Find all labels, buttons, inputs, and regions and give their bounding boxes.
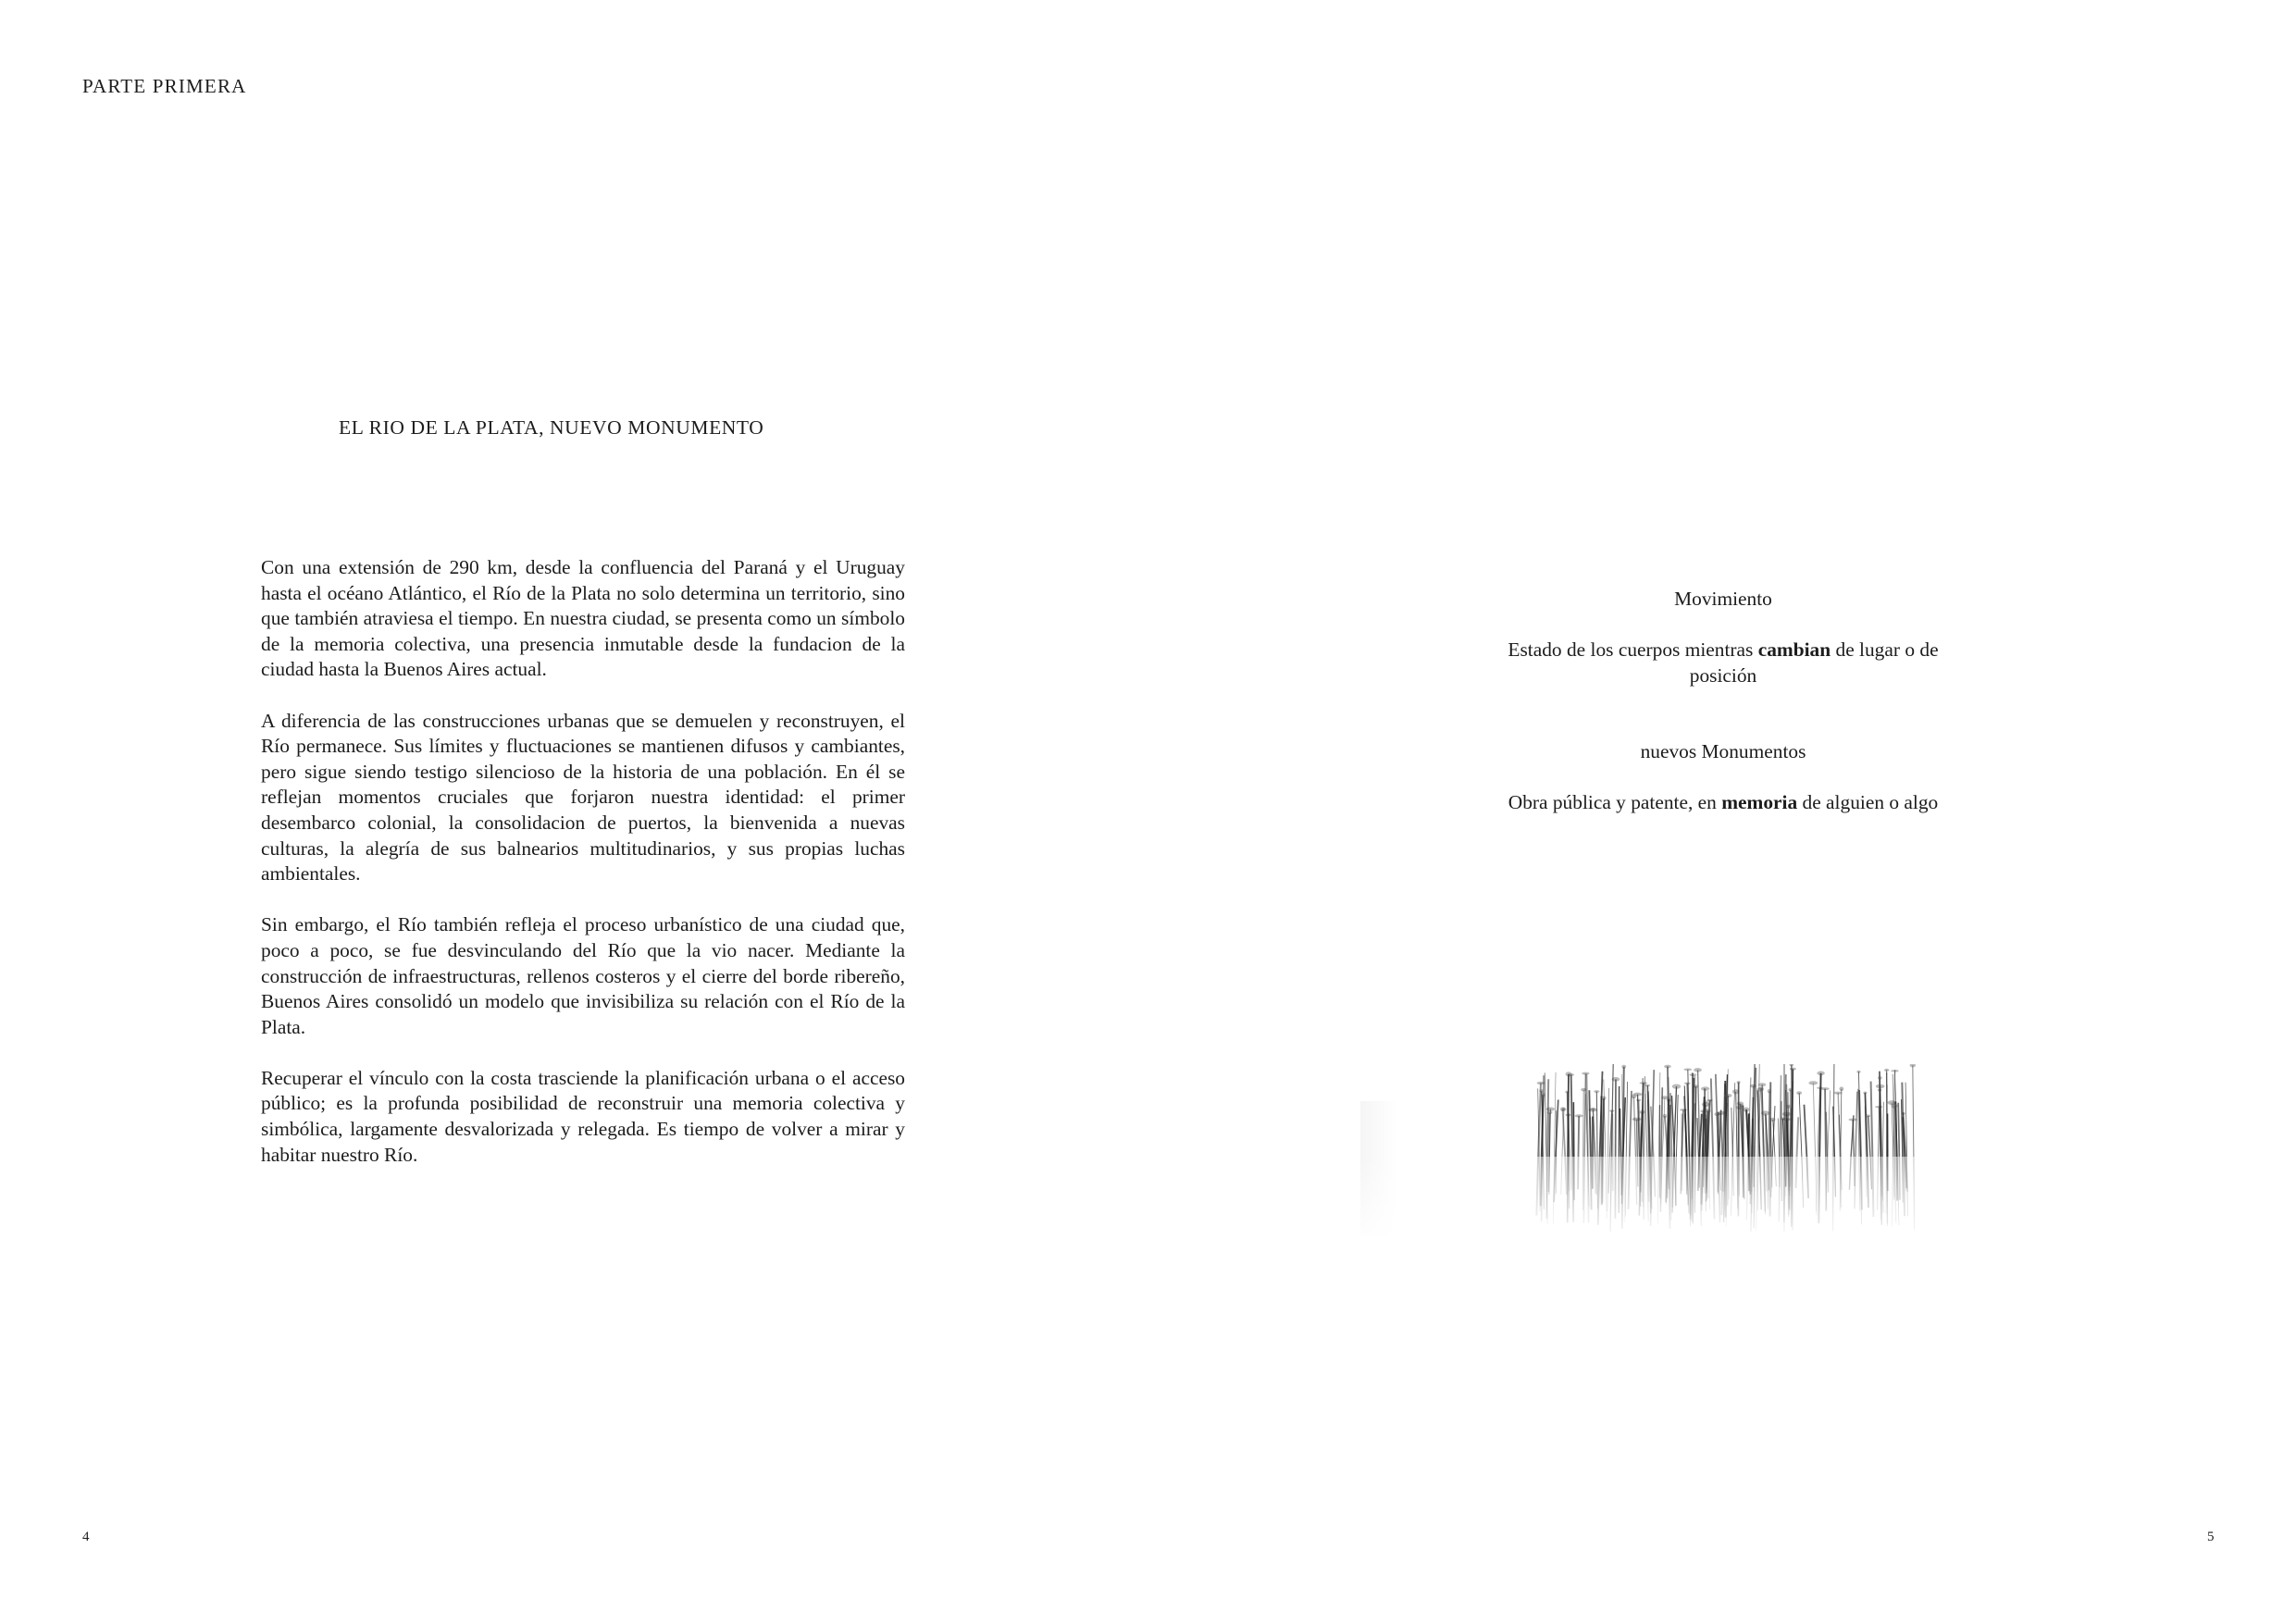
reed-stem: [1674, 1086, 1677, 1157]
reed-stem: [1608, 1088, 1609, 1157]
reed-tuft: [1575, 1114, 1583, 1117]
reed-stem: [1825, 1089, 1826, 1157]
reed-stem: [1855, 1092, 1857, 1157]
reed-stem: [1633, 1096, 1635, 1157]
reed-stem: [1637, 1120, 1638, 1157]
reed-tuft: [1744, 1107, 1750, 1111]
reed-stem: [1853, 1120, 1854, 1157]
reed-tuft: [1591, 1108, 1595, 1110]
definition-text: [1501, 790, 1945, 816]
reed-stem: [1828, 1090, 1831, 1157]
reed-stem: [1913, 1065, 1914, 1157]
reed-tuft: [1892, 1104, 1898, 1109]
reed-tuft: [1582, 1072, 1589, 1075]
reed-tuft: [1768, 1089, 1771, 1094]
reed-stem: [1643, 1078, 1644, 1157]
reed-stem: [1813, 1083, 1815, 1157]
reed-stem: [1797, 1117, 1799, 1157]
reed-tuft: [1594, 1090, 1599, 1093]
chapter-title: EL RIO DE LA PLATA, NUEVO MONUMENTO: [339, 416, 764, 439]
reed-stem: [1833, 1064, 1834, 1157]
reed-stem: [1871, 1082, 1873, 1157]
reed-stem: [1578, 1116, 1579, 1157]
reed-tuft: [1672, 1084, 1682, 1089]
reed-stem: [1841, 1089, 1842, 1157]
reed-stem: [1898, 1103, 1899, 1157]
reed-stem: [1586, 1074, 1587, 1157]
paragraph: Sin embargo, el Río también refleja el proceso urbanístico de una ciudad que, poco a poco, se fue desvinculando del Río que la vio nacer. Mediante la construcción de infraestructuras, rellenos costeros y el cierre del borde ribereño, Buenos Aires consolidó un modelo que invisibiliza su relación con el Río de la Plata.: [261, 913, 905, 1038]
reed-stem: [1584, 1073, 1585, 1157]
reed-stem: [1778, 1119, 1779, 1157]
definition-text: [1501, 638, 1945, 688]
reed-tuft: [1663, 1114, 1667, 1119]
reed-stem: [1766, 1113, 1767, 1157]
reed-tuft: [1796, 1091, 1802, 1095]
reed-tuft: [1724, 1094, 1731, 1097]
reed-stem: [1568, 1074, 1569, 1157]
definition-text-after: de lugar o de posición: [1689, 638, 1939, 687]
reed-tuft: [1756, 1087, 1764, 1091]
reed-stem: [1603, 1098, 1604, 1157]
reed-stem: [1626, 1082, 1627, 1157]
reed-stem: [1676, 1095, 1678, 1157]
reed-tuft: [1770, 1118, 1775, 1121]
reed-stem: [1596, 1092, 1597, 1157]
reed-stem: [1695, 1086, 1696, 1157]
definition-term: Movimiento: [1674, 588, 1772, 610]
reed-tuft: [1834, 1092, 1843, 1095]
reed-stem: [1697, 1118, 1698, 1157]
reed-tuft: [1839, 1086, 1843, 1091]
reed-tuft: [1817, 1072, 1824, 1076]
reed-tuft: [1878, 1076, 1882, 1080]
definition-emphasis: memoria: [1721, 791, 1798, 814]
reed-tuft: [1788, 1088, 1793, 1092]
reed-tuft: [1547, 1111, 1553, 1115]
definition-nuevos-monumentos: [1501, 739, 1945, 816]
reed-tuft: [1601, 1096, 1606, 1100]
reed-tuft: [1863, 1091, 1867, 1094]
definition-term: nuevos Monumentos: [1640, 740, 1806, 762]
reeds-photo: [1360, 1064, 1921, 1236]
reed-tuft: [1856, 1071, 1860, 1073]
definition-movimiento: [1501, 587, 1945, 688]
reed-stem: [1799, 1093, 1802, 1157]
reed-stem: [1571, 1075, 1573, 1157]
reed-stem: [1719, 1110, 1721, 1157]
reed-tuft: [1645, 1084, 1650, 1087]
reed-stem: [1753, 1119, 1754, 1157]
reed-tuft: [1865, 1114, 1870, 1117]
definition-emphasis: cambian: [1757, 638, 1831, 662]
reed-stem: [1699, 1114, 1702, 1157]
definition-text-before: Estado de los cuerpos mientras: [1508, 638, 1758, 662]
reed-tuft: [1789, 1064, 1793, 1066]
reed-stem: [1706, 1110, 1707, 1157]
reed-tuft: [1701, 1086, 1709, 1090]
reed-tuft: [1539, 1089, 1544, 1093]
paragraph: Con una extensión de 290 km, desde la confluencia del Paraná y el Uruguay hasta el océano Atlántico, el Río de la Plata no solo determina un territorio, sino que también atraviesa el tiempo. En nuestra ciudad, se presenta como un símbolo de la memoria colectiva, una presencia inmutable desde la fundacion de la ciudad hasta la Buenos Aires actual.: [261, 556, 905, 681]
reed-tuft: [1560, 1107, 1565, 1111]
reed-tuft: [1758, 1083, 1766, 1086]
reed-tuft: [1910, 1064, 1917, 1067]
reed-tuft: [1790, 1068, 1796, 1071]
reed-stem: [1620, 1109, 1621, 1157]
body-text: [261, 555, 905, 1194]
reed-stem: [1630, 1091, 1632, 1157]
reed-tuft: [1636, 1099, 1641, 1102]
reed-tuft: [1664, 1065, 1671, 1069]
reed-tuft: [1683, 1069, 1692, 1072]
reed-stem: [1731, 1108, 1733, 1157]
reed-tuft: [1737, 1081, 1741, 1084]
reed-tuft: [1884, 1069, 1889, 1072]
reed-stem: [1736, 1092, 1737, 1157]
page-number-left: 4: [82, 1530, 90, 1544]
paragraph: A diferencia de las construcciones urbanas que se demuelen y reconstruyen, el Río permanece. Sus límites y fluctuaciones se mantienen difusos y cambiantes, pero sigue siendo testigo silencioso de la historia de una población. En él se reflejan momentos cruciales que forjaron nuestra identidad: el primer desembarco colonial, la consolidacion de puertos, la bienvenida a nuevas culturas, la alegría de sus balnearios multitudinarios, y sus propias luchas ambientales.: [261, 709, 905, 886]
reed-stem: [1711, 1078, 1713, 1157]
reed-tuft: [1875, 1106, 1882, 1108]
reed-tuft: [1848, 1119, 1857, 1121]
reed-stem: [1804, 1105, 1806, 1157]
page-number-right: 5: [2207, 1530, 2215, 1544]
reed-tuft: [1705, 1109, 1710, 1112]
reed-tuft: [1808, 1081, 1818, 1084]
definition-text-after: de alguien o algo: [1797, 791, 1939, 814]
reed-stem: [1819, 1073, 1820, 1157]
definition-text-before: Obra pública y patente, en: [1508, 791, 1722, 814]
reed-stem: [1780, 1075, 1781, 1157]
reed-tuft: [1684, 1082, 1691, 1084]
paragraph: Recuperar el vínculo con la costa trasciende la planificación urbana o el acceso público; es la profunda posibilidad de reconstruir una memoria colectiva y simbólica, largamente desvalorizada y relegada. Es tiempo de volver a mirar y habitar nuestro Río.: [261, 1066, 905, 1166]
reed-stem: [1883, 1102, 1884, 1157]
reed-tuft: [1621, 1065, 1626, 1069]
reed-tuft: [1566, 1072, 1572, 1076]
reed-stem: [1547, 1079, 1548, 1157]
reed-stem: [1622, 1067, 1623, 1157]
section-label: PARTE PRIMERA: [82, 75, 247, 97]
reed-tuft: [1820, 1087, 1829, 1090]
reed-stem: [1545, 1072, 1546, 1157]
reeds-group: [1537, 1064, 1917, 1157]
reed-tuft: [1694, 1068, 1702, 1072]
reed-stem: [1549, 1112, 1550, 1157]
reed-stem: [1589, 1090, 1590, 1157]
reed-tuft: [1661, 1096, 1669, 1099]
